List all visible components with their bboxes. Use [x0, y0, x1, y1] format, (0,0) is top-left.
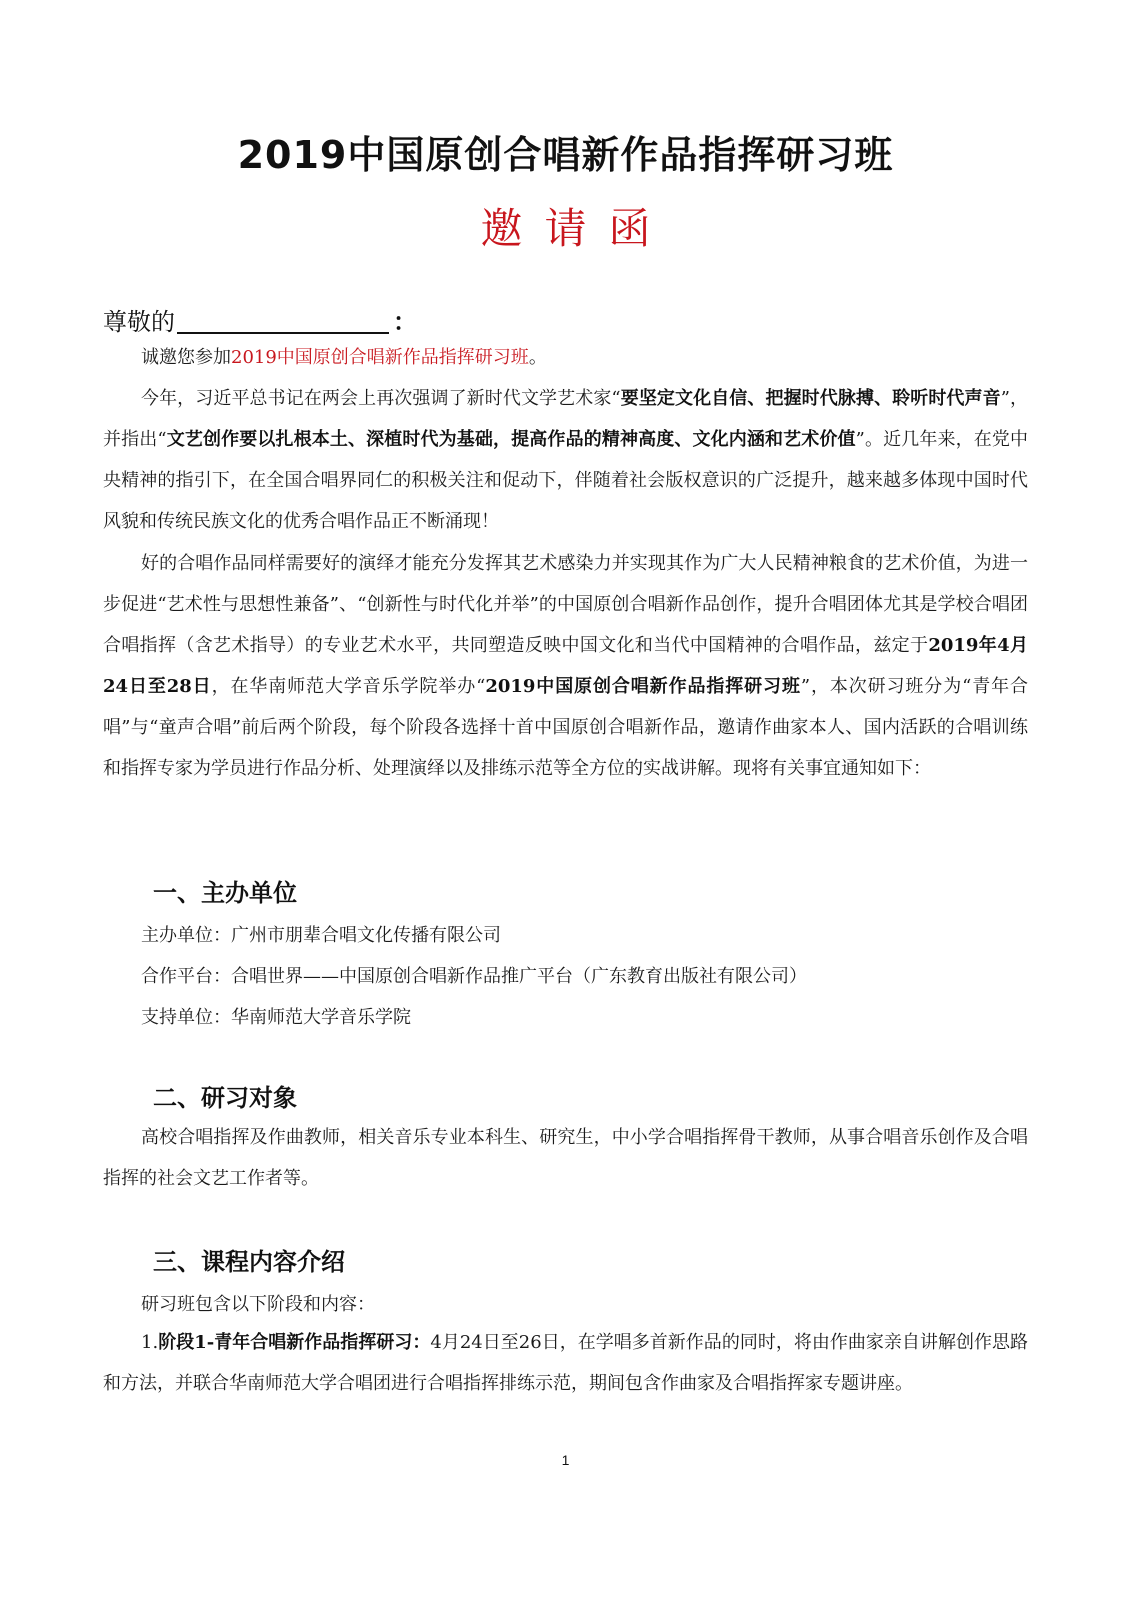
salutation — [103, 302, 417, 337]
stage-1-description: 4月24日至26日，在学唱多首新作品的同时，将由作曲家亲自讲解创作思路和方法，并联合华南师范大学合唱团进行合唱指挥排练示范，期间包含作曲家及合唱指挥家专题讲座。 — [103, 1332, 1028, 1394]
document-title: 2019中国原创合唱新作品指挥研习班 — [237, 133, 894, 177]
p2-text-1: 好的合唱作品同样需要好的演绎才能充分发挥其艺术感染力并实现其作为广大人民精神粮食的艺术价值，为进一步促进“艺术性与思想性兼备”、“创新性与时代化并举”的中国原创合唱新作品创作，提升合唱团体尤其是学校合唱团合唱指挥（含艺术指导）的专业艺术水平，共同塑造反映中国文化和当代中国精神的合唱作品，兹定于 — [103, 553, 1028, 656]
p1-text-2: ”，并指出“ — [103, 388, 1028, 450]
invite-suffix: 。 — [528, 347, 547, 368]
section-1-heading: 一、主办单位 — [153, 879, 297, 907]
invite-prefix: 诚邀您参加 — [141, 347, 231, 368]
paragraph-purpose — [103, 543, 1028, 789]
p1-text-1: 今年，习近平总书记在两会上再次强调了新时代文学艺术家“ — [141, 388, 621, 409]
p2-text-3: ”，本次研习班分为“青年合唱”与“童声合唱”前后两个阶段，每个阶段各选择十首中国原创合唱新作品，邀请作曲家本人、国内活跃的合唱训练和指挥专家为学员进行作品分析、处理演绎以及排练示范等全方位的实战讲解。现将有关事宜通知如下： — [103, 676, 1028, 779]
salutation-colon: ： — [393, 307, 417, 336]
salutation-text: 尊敬的 — [103, 308, 175, 336]
organizer-line: 主办单位：广州市朋辈合唱文化传播有限公司 — [141, 925, 501, 946]
partner-line: 合作平台：合唱世界——中国原创合唱新作品推广平台（广东教育出版社有限公司） — [141, 966, 807, 987]
paragraph-background — [103, 378, 1028, 542]
page-number: 1 — [561, 1452, 570, 1468]
recipient-name-blank — [177, 308, 389, 334]
stage-1-item — [103, 1322, 1028, 1404]
p2-date: 2019年4月24日至28日 — [103, 635, 1029, 697]
document-subtitle: 邀请函 — [480, 204, 673, 253]
invite-line — [103, 337, 1028, 378]
section-3-intro: 研习班包含以下阶段和内容： — [141, 1294, 375, 1315]
support-line: 支持单位：华南师范大学音乐学院 — [141, 1007, 411, 1028]
p1-quote-2: 文艺创作要以扎根本土、深植时代为基础，提高作品的精神高度、文化内涵和艺术价值 — [166, 429, 856, 450]
invite-event-name: 2019中国原创合唱新作品指挥研习班 — [231, 347, 529, 368]
stage-1-title: 阶段1-青年合唱新作品指挥研习： — [158, 1332, 431, 1353]
p2-text-2: ，在华南师范大学音乐学院举办“ — [211, 676, 486, 697]
section-3-heading: 三、课程内容介绍 — [153, 1248, 345, 1276]
p2-event-name: 2019中国原创合唱新作品指挥研习班 — [485, 676, 801, 697]
p1-quote-1: 要坚定文化自信、把握时代脉搏、聆听时代声音 — [620, 388, 1001, 409]
section-2-heading: 二、研习对象 — [153, 1084, 297, 1112]
stage-1-number: 1. — [141, 1332, 159, 1353]
section-2-text: 高校合唱指挥及作曲教师，相关音乐专业本科生、研究生，中小学合唱指挥骨干教师，从事合唱音乐创作及合唱指挥的社会文艺工作者等。 — [103, 1127, 1028, 1189]
p1-text-3: ”。近几年来，在党中央精神的指引下，在全国合唱界同仁的积极关注和促动下，伴随着社会版权意识的广泛提升，越来越多体现中国时代风貌和传统民族文化的优秀合唱作品正不断涌现！ — [103, 429, 1029, 532]
